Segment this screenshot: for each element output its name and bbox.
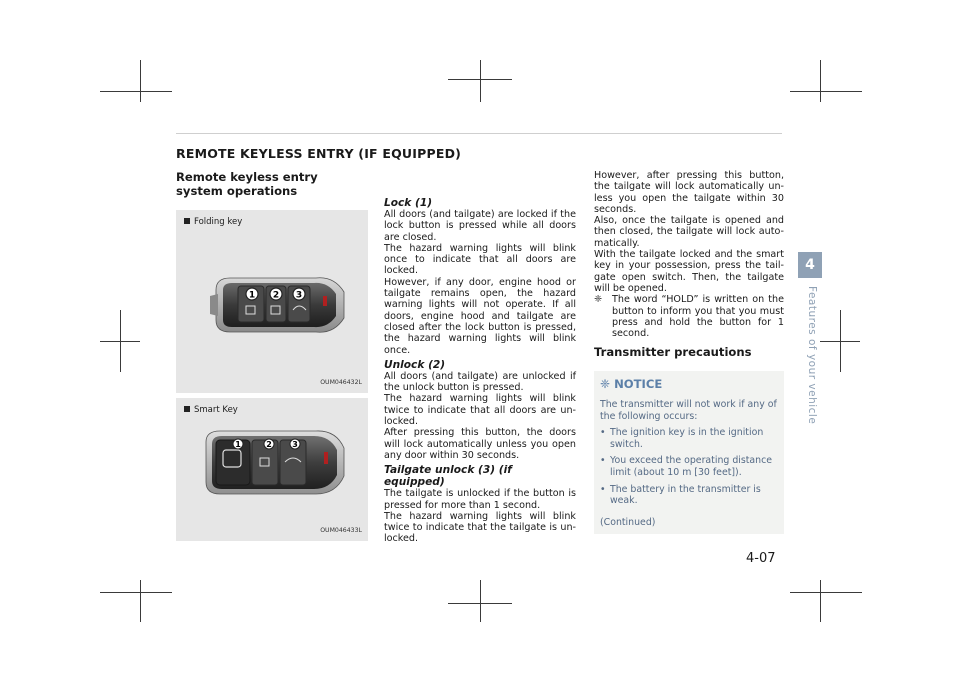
svg-text:1: 1	[248, 290, 256, 301]
crop-mark	[790, 592, 862, 593]
crop-mark	[790, 91, 862, 92]
crop-mark	[820, 341, 860, 342]
list-item: • The battery in the transmitter is weak.	[600, 484, 777, 507]
note-mark-icon: ❈	[594, 294, 603, 306]
middle-column	[384, 197, 576, 545]
crop-mark	[820, 60, 821, 102]
notice-list	[600, 427, 777, 507]
section-title: REMOTE KEYLESS ENTRY (IF EQUIPPED)	[176, 146, 462, 161]
unlock-heading: Unlock (2)	[384, 358, 446, 371]
page-number: 4-07	[746, 551, 776, 566]
figure-smart-key	[176, 398, 368, 541]
hold-note	[594, 294, 784, 339]
crop-mark	[100, 341, 140, 342]
notice-title: ❈ NOTICE	[600, 377, 663, 392]
lock-para-2: The hazard warning lights will blink once to indicate that all doors are locked.	[384, 242, 576, 277]
chapter-tab: 4	[798, 252, 822, 278]
notice-star-icon: ❈	[600, 377, 611, 392]
chapter-label: Features of your vehicle	[806, 286, 818, 425]
lock-para-3: However, if any door, engine hood or tailgate remains open, the hazard warning lights will not operate. If all doors, engine hood and tailgate are closed after the lock button is pressed, the hazard warning lights will blink once.	[384, 276, 576, 356]
left-column	[176, 170, 368, 541]
crop-mark	[140, 60, 141, 102]
list-item: • You exceed the operating distance limit (about 10 m [30 feet]).	[600, 455, 777, 478]
figure-code: OUM046433L	[320, 526, 362, 534]
figure-label: Smart Key	[184, 405, 238, 416]
unlock-para-1: All doors (and tailgate) are unlocked if the unlock button is pressed.	[384, 370, 576, 394]
unlock-para-3: After pressing this button, the doors will lock automatically unless you open any door within 30 seconds.	[384, 427, 576, 461]
crop-mark	[100, 592, 172, 593]
folding-key-illustration	[176, 210, 368, 393]
svg-text:3: 3	[295, 290, 303, 301]
crop-mark	[480, 580, 481, 622]
hold-note-text: The word “HOLD” is written on the button to inform you that you must press and hold the button for 1 second.	[612, 294, 784, 340]
crop-mark	[820, 580, 821, 622]
smart-key-illustration	[176, 398, 368, 541]
unlock-para-2: The hazard warning lights will blink twice to indicate that all doors are un-locked.	[384, 393, 576, 428]
right-column	[594, 170, 784, 534]
notice-intro: The transmitter will not work if any of the following occurs:	[600, 399, 777, 422]
lock-para-1: All doors (and tailgate) are locked if the lock button is pressed while all doors are closed.	[384, 209, 576, 243]
operations-heading: Remote keyless entry system operations	[176, 170, 318, 198]
tailgate-para-1: The tailgate is unlocked if the button is pressed for more than 1 second.	[384, 488, 576, 511]
figure-label: Folding key	[184, 217, 242, 228]
right-para-2: Also, once the tailgate is opened and then closed, the tailgate will lock auto-matically.	[594, 215, 784, 249]
svg-text:2: 2	[266, 440, 272, 449]
crop-mark	[140, 580, 141, 622]
notice-continued: (Continued)	[600, 516, 656, 528]
svg-text:3: 3	[292, 440, 298, 449]
figure-folding-key	[176, 210, 368, 393]
right-para-3: With the tailgate locked and the smart key in your possession, press the tail-gate open switch. Then, the tailgate will be opened.	[594, 249, 784, 294]
crop-mark	[448, 79, 512, 80]
right-para-1: However, after pressing this button, the tailgate will lock automatically un-less you open the tailgate within 30 seconds.	[594, 170, 784, 215]
crop-mark	[100, 91, 172, 92]
lock-heading: Lock (1)	[384, 197, 433, 209]
svg-text:1: 1	[235, 440, 241, 449]
section-rule	[176, 133, 782, 134]
svg-text:2: 2	[272, 290, 280, 301]
tailgate-para-2: The hazard warning lights will blink twice to indicate that the tailgate is un-locked.	[384, 510, 576, 545]
transmitter-heading: Transmitter precautions	[594, 345, 752, 360]
crop-mark	[480, 60, 481, 102]
tailgate-heading: Tailgate unlock (3) (if equipped)	[384, 464, 512, 489]
figure-code: OUM046432L	[320, 378, 362, 386]
list-item: • The ignition key is in the ignition switch.	[600, 427, 777, 450]
crop-mark	[448, 603, 512, 604]
notice-box	[594, 371, 784, 534]
